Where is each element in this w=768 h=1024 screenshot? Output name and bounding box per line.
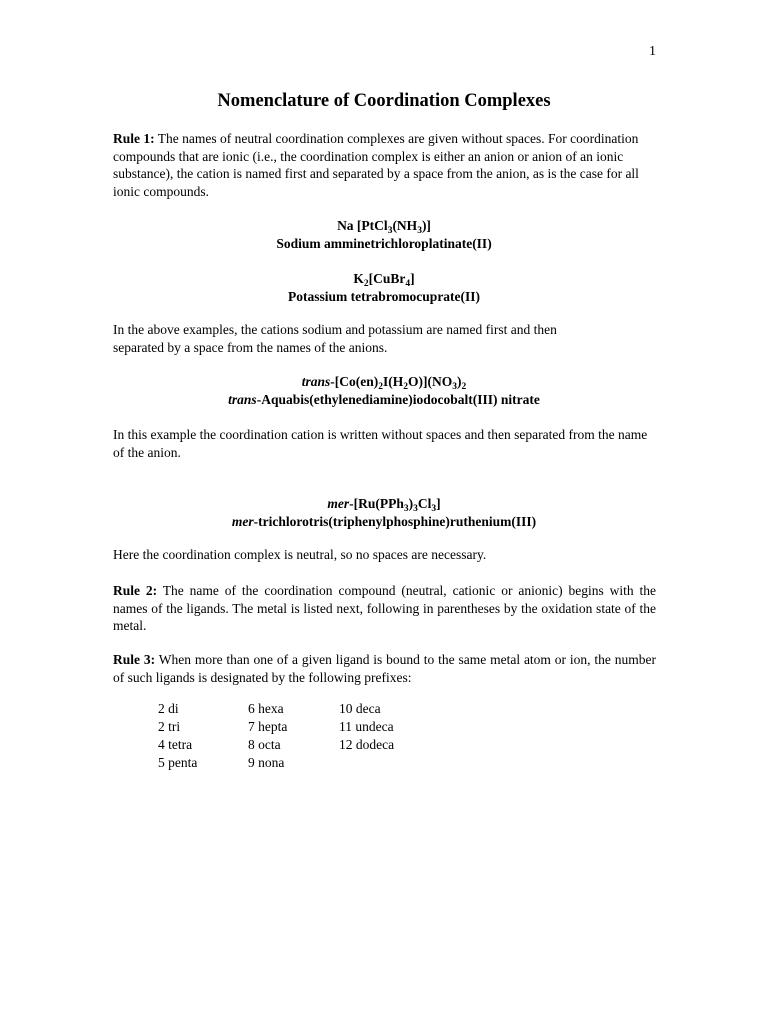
table-row bbox=[158, 719, 459, 737]
example-2-name: Potassium tetrabromocuprate(II) bbox=[287, 288, 481, 304]
table-row bbox=[158, 701, 459, 719]
rule-1-label: Rule 1: bbox=[113, 131, 155, 146]
table-row bbox=[158, 755, 459, 773]
table-cell: 8 octa bbox=[248, 737, 281, 752]
example-3-name: trans-Aquabis(ethylenediamine)iodocobalt(III) nitrate bbox=[228, 391, 540, 407]
rule-3-label: Rule 3: bbox=[113, 652, 156, 667]
table-cell: 11 undeca bbox=[339, 719, 394, 734]
example-4-name: mer-trichlorotris(triphenylphosphine)ruthenium(III) bbox=[231, 513, 537, 529]
table-cell bbox=[339, 755, 459, 773]
table-cell: 2 di bbox=[158, 701, 179, 716]
example-1 bbox=[0, 217, 768, 252]
explanation-1: In the above examples, the cations sodium and potassium are named first and then separated by a space from the names of the anions. bbox=[113, 322, 557, 355]
rule-2-paragraph bbox=[113, 582, 656, 635]
document-title: Nomenclature of Coordination Complexes bbox=[217, 91, 551, 111]
table-cell: 2 tri bbox=[158, 719, 181, 734]
example-2 bbox=[0, 270, 768, 305]
example-2-formula: $K_2[CuBr_4]$ bbox=[353, 271, 415, 289]
table-cell: 9 nona bbox=[248, 755, 285, 770]
table-cell: 7 hepta bbox=[248, 719, 288, 734]
table-row bbox=[158, 737, 459, 755]
example-4-formula: mer-$[Ru(PPh_3)_3Cl_3]$ bbox=[327, 496, 441, 514]
explanation-3: Here the coordination complex is neutral, so no spaces are necessary. bbox=[113, 547, 487, 562]
table-cell: 4 tetra bbox=[158, 737, 193, 752]
rule-2-label: Rule 2: bbox=[113, 583, 158, 598]
prefix-table bbox=[158, 701, 459, 773]
example-1-name: Sodium amminetrichloroplatinate(II) bbox=[276, 235, 492, 251]
table-cell: 10 deca bbox=[339, 701, 381, 716]
explanation-2: In this example the coordination cation is written without spaces and then separated from the name of the anion. bbox=[113, 427, 648, 460]
table-cell: 12 dodeca bbox=[339, 737, 395, 752]
page-number: 1 bbox=[649, 44, 656, 59]
rule-3-text: When more than one of a given ligand is bound to the same metal atom or ion, the number of such ligands is designated by the following prefixes: bbox=[113, 652, 656, 685]
rule-1-text: The names of neutral coordination complexes are given without spaces. For coordination compounds that are ionic (i.e., the coordination complex is either an anion or anion of an ionic substance), the cation is named first and separated by a space from the anion, as is the case for all ionic compounds. bbox=[113, 131, 639, 199]
rule-3-paragraph bbox=[113, 651, 656, 686]
example-1-formula: Na $[PtCl_3(NH_3)]$ bbox=[337, 218, 431, 236]
rule-2-text: The name of the coordination compound (neutral, cationic or anionic) begins with the names of the ligands. The metal is listed next, following in parentheses by the oxidation state of the metal. bbox=[113, 583, 656, 633]
rule-1-paragraph bbox=[113, 130, 656, 200]
table-cell: 6 hexa bbox=[248, 701, 284, 716]
example-3 bbox=[0, 373, 768, 408]
table-cell: 5 penta bbox=[158, 755, 198, 770]
example-3-formula: trans-$[Co(en)_2I(H_2O)](NO_3)_2$ bbox=[301, 374, 467, 392]
example-4 bbox=[0, 495, 768, 530]
